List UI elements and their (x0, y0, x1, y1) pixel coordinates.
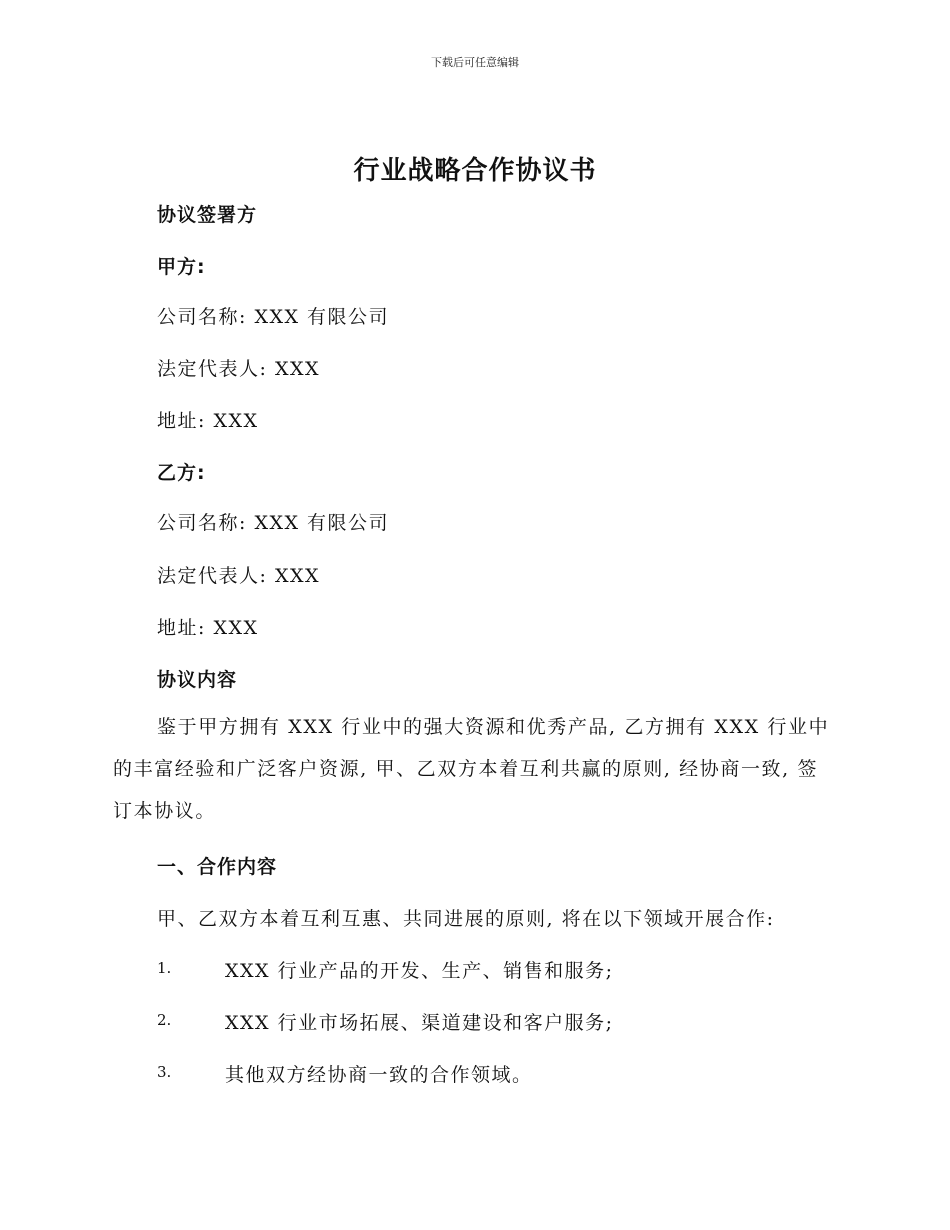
party-b-representative: 法定代表人: XXX (157, 565, 321, 587)
party-b-address: 地址: XXX (157, 617, 259, 639)
party-a-representative: 法定代表人: XXX (157, 358, 321, 380)
list-item-number: 1. (157, 959, 172, 977)
list-item-text: 其他双方经协商一致的合作领域。 (225, 1064, 533, 1086)
party-a-company: 公司名称: XXX 有限公司 (157, 306, 390, 328)
agreement-content-heading: 协议内容 (157, 669, 238, 691)
party-b-company: 公司名称: XXX 有限公司 (157, 512, 390, 534)
document-title: 行业战略合作协议书 (353, 156, 597, 186)
page-header-note: 下载后可任意编辑 (431, 56, 519, 69)
party-a-label: 甲方: (157, 256, 206, 278)
section-1-lead: 甲、乙双方本着互利互惠、共同进展的原则, 将在以下领域开展合作: (157, 908, 775, 930)
section-1-heading: 一、合作内容 (157, 856, 278, 878)
party-b-label: 乙方: (157, 462, 206, 484)
list-item-text: XXX 行业市场拓展、渠道建设和客户服务; (225, 1012, 614, 1034)
signing-parties-heading: 协议签署方 (157, 204, 258, 226)
list-item-number: 3. (157, 1063, 172, 1081)
agreement-intro-paragraph: 鉴于甲方拥有 XXX 行业中的强大资源和优秀产品, 乙方拥有 XXX 行业中的丰富经验和广泛客户资源, 甲、乙双方本着互利共赢的原则, 经协商一致, 签订本协议。 (113, 716, 830, 822)
list-item-text: XXX 行业产品的开发、生产、销售和服务; (225, 960, 614, 982)
list-item-number: 2. (157, 1011, 172, 1029)
party-a-address: 地址: XXX (157, 410, 259, 432)
